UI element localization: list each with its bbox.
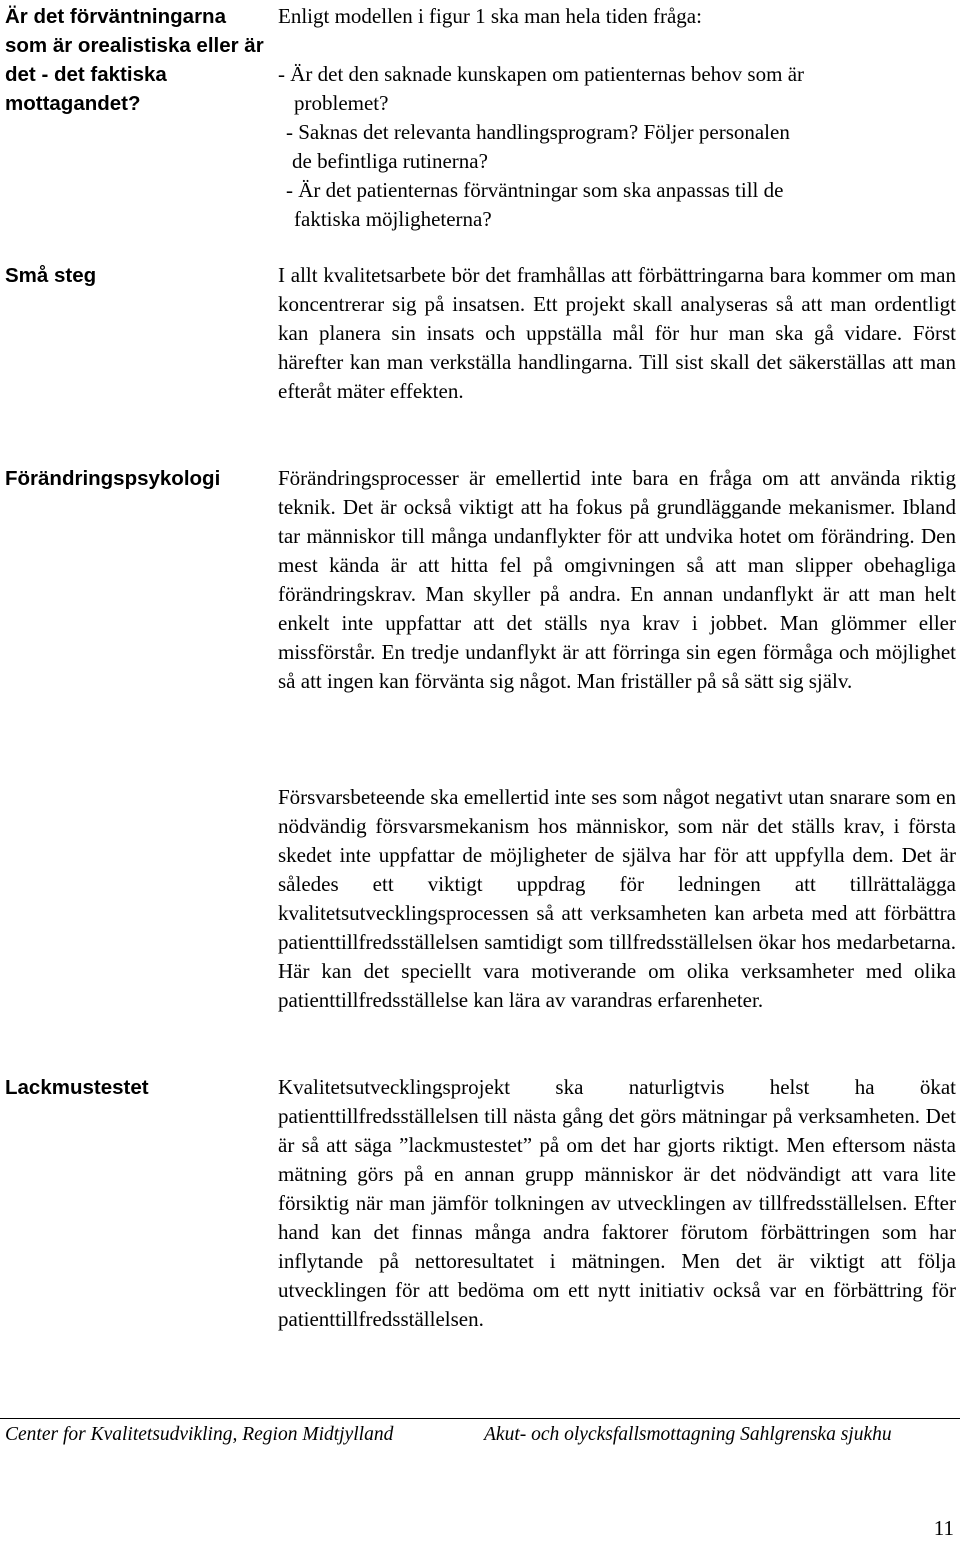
question-1-continued: problemet? — [294, 91, 389, 115]
paragraph-litmus-test: Kvalitetsutvecklingsprojekt ska naturligtvis helst ha ökat patienttillfredsställelsen till nästa gång det görs mätningar på verksamheten. Det är så att säga ”lackmustestet” på om det har gjorts riktigt. Men eftersom nästa mätning görs på en annan grupp människor är det nödvändigt att vara lite försiktig när man jämför tolkningen av utvecklingen av tillfredsställelsen. Efter hand kan det finnas många andra faktorer förutom förbättringen som har inflytande på nettoresultatet i mätningen. Men det är viktigt att följa utvecklingen för att bedöma om ett nytt initiativ också var en förbättring för patienttillfredsställelsen. — [278, 1075, 956, 1331]
sidebar-heading-litmus-test: Lackmustestet — [5, 1076, 149, 1099]
question-3-continued: faktiska möjligheterna? — [294, 207, 492, 231]
page-number: 11 — [933, 1516, 954, 1540]
sidebar-heading-expectations: Är det förväntningarna som är orealistiska eller är det - det faktiska mottagandet? — [5, 5, 264, 115]
sidebar-heading-change-psychology: Förändringspsykologi — [5, 467, 221, 490]
footer-divider — [0, 1418, 960, 1419]
question-2-continued: de befintliga rutinerna? — [292, 149, 488, 173]
paragraph-small-steps: I allt kvalitetsarbete bör det framhållas att förbättringarna bara kommer om man koncentrerar sig på insatsen. Ett projekt skall analyseras så att man ordentligt kan planera sin insats och uppställa mål för hur man ska gå vidare. Först härefter kan man verkställa handlingarna. Till sist skall det säkerställas att man efteråt mäter effekten. — [278, 263, 956, 403]
question-1: - Är det den saknade kunskapen om patienternas behov som är — [278, 62, 805, 86]
question-3: - Är det patienternas förväntningar som ska anpassas till de — [286, 178, 784, 202]
paragraph-change-psychology: Förändringsprocesser är emellertid inte bara en fråga om att använda riktig teknik. Det är också viktigt att ha fokus på grundläggande mekanismer. Ibland tar människor till många undanflykter för att undvika hotet om förändring. Den mest kända är att hitta fel på omgivningen så att man slipper obehagliga förändringskrav. Man skyller på andra. En annan undanflykt är att man helt enkelt inte uppfattar att det ställs nya krav i jobbet. Man glömmer eller missförstår. En tredje undanflykt är att förringa sin egen förmåga och möjlighet så att ingen kan förvänta sig något. Man friställer på så sätt sig själv. — [278, 466, 956, 693]
question-2: - Saknas det relevanta handlingsprogram? Följer personalen — [286, 120, 790, 144]
footer-left-text: Center for Kvalitetsudvikling, Region Midtjylland — [5, 1424, 394, 1445]
intro-text: Enligt modellen i figur 1 ska man hela tiden fråga: — [278, 4, 702, 28]
paragraph-defense-behavior: Försvarsbeteende ska emellertid inte ses som något negativt utan snarare som en nödvändig försvarsmekanism hos människor, som när det ställs krav, i första skedet inte uppfattar de möjligheter de själva har för att uppfylla dem. Det är således ett viktigt uppdrag för ledningen att tillrättalägga kvalitetsutvecklingsprocessen så att verksamheten kan arbeta med att förbättra patienttillfredsställelsen samtidigt som tillfredsställelsen ökar hos medarbetarna. Här kan det speciellt vara motiverande om olika verksamheter med olika patienttillfredsställelse kan lära av varandras erfarenheter. — [278, 785, 956, 1012]
sidebar-heading-small-steps: Små steg — [5, 264, 97, 287]
footer-right-text: Akut- och olycksfallsmottagning Sahlgrenska sjukhu — [484, 1424, 892, 1445]
